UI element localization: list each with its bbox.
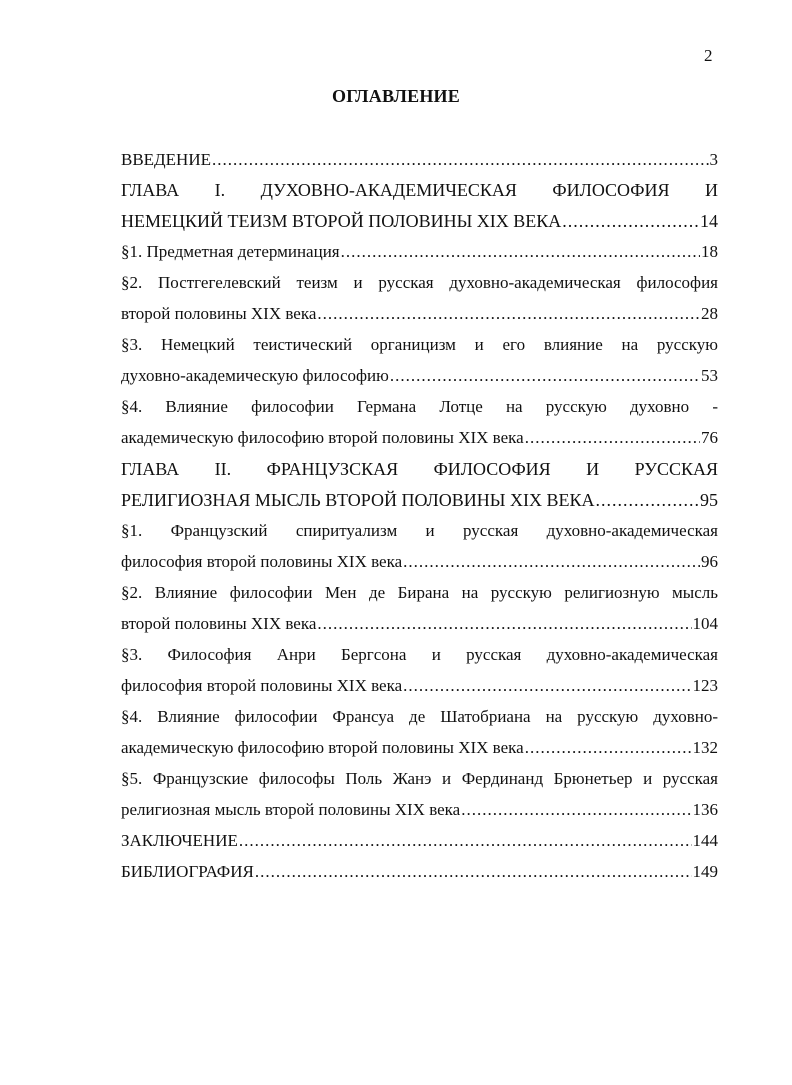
- toc-entry-ch2-section-5-line-2: религиозная мысль второй половины XIX века ..... 136: [121, 795, 718, 825]
- toc-entry-chapter-1-line-1: ГЛАВА I. ДУХОВНО-АКАДЕМИЧЕСКАЯ ФИЛОСОФИЯ И: [121, 180, 718, 200]
- toc-entry-chapter-2-line-2: РЕЛИГИОЗНАЯ МЫСЛЬ ВТОРОЙ ПОЛОВИНЫ XIX ВЕКА ..... 95: [121, 485, 718, 515]
- toc-entry-conclusion: ЗАКЛЮЧЕНИЕ ..... 144: [121, 826, 718, 856]
- toc-entry-ch1-section-4-line-2: академическую философию второй половины XIX века ..... 76: [121, 423, 718, 453]
- toc-entry-chapter-1-line-2: НЕМЕЦКИЙ ТЕИЗМ ВТОРОЙ ПОЛОВИНЫ XIX ВЕКА ..... 14: [121, 206, 718, 236]
- toc-entry-ch2-section-2-line-2: второй половины XIX века ..... 104: [121, 609, 718, 639]
- toc-entry-ch1-section-2-line-1: §2. Постгегелевский теизм и русская духовно-академическая философия: [121, 273, 718, 292]
- toc-entry-ch2-section-1-line-2: философия второй половины XIX века ..... 96: [121, 547, 718, 577]
- toc-entry-ch1-section-4-line-1: §4. Влияние философии Германа Лотце на русскую духовно -: [121, 397, 718, 416]
- page-title: ОГЛАВЛЕНИЕ: [332, 86, 460, 106]
- toc-entry-ch2-section-3-line-1: §3. Философия Анри Бергсона и русская духовно-академическая: [121, 645, 718, 664]
- toc-entry-ch1-section-2-line-2: второй половины XIX века ..... 28: [121, 299, 718, 329]
- toc-entry-ch2-section-3-line-2: философия второй половины XIX века ..... 123: [121, 671, 718, 701]
- toc-entry-ch2-section-2-line-1: §2. Влияние философии Мен де Бирана на русскую религиозную мысль: [121, 583, 718, 602]
- toc-entry-ch1-section-3-line-2: духовно-академическую философию ..... 53: [121, 361, 718, 391]
- toc-entry-introduction: ВВЕДЕНИЕ ..... 3: [121, 145, 718, 175]
- toc-entry-ch2-section-4-line-1: §4. Влияние философии Франсуа де Шатобриана на русскую духовно-: [121, 707, 718, 726]
- toc-entry-chapter-2-line-1: ГЛАВА II. ФРАНЦУЗСКАЯ ФИЛОСОФИЯ И РУССКАЯ: [121, 459, 718, 479]
- toc-entry-ch1-section-1: §1. Предметная детерминация ..... 18: [121, 237, 718, 267]
- toc-entry-bibliography: БИБЛИОГРАФИЯ ..... 149: [121, 857, 718, 887]
- toc-entry-ch1-section-3-line-1: §3. Немецкий теистический органицизм и его влияние на русскую: [121, 335, 718, 354]
- toc-entry-ch2-section-5-line-1: §5. Французские философы Поль Жанэ и Фердинанд Брюнетьер и русская: [121, 769, 718, 788]
- toc-entry-ch2-section-1-line-1: §1. Французский спиритуализм и русская духовно-академическая: [121, 521, 718, 540]
- page-number: 2: [704, 46, 713, 65]
- toc-entry-ch2-section-4-line-2: академическую философию второй половины XIX века ..... 132: [121, 733, 718, 763]
